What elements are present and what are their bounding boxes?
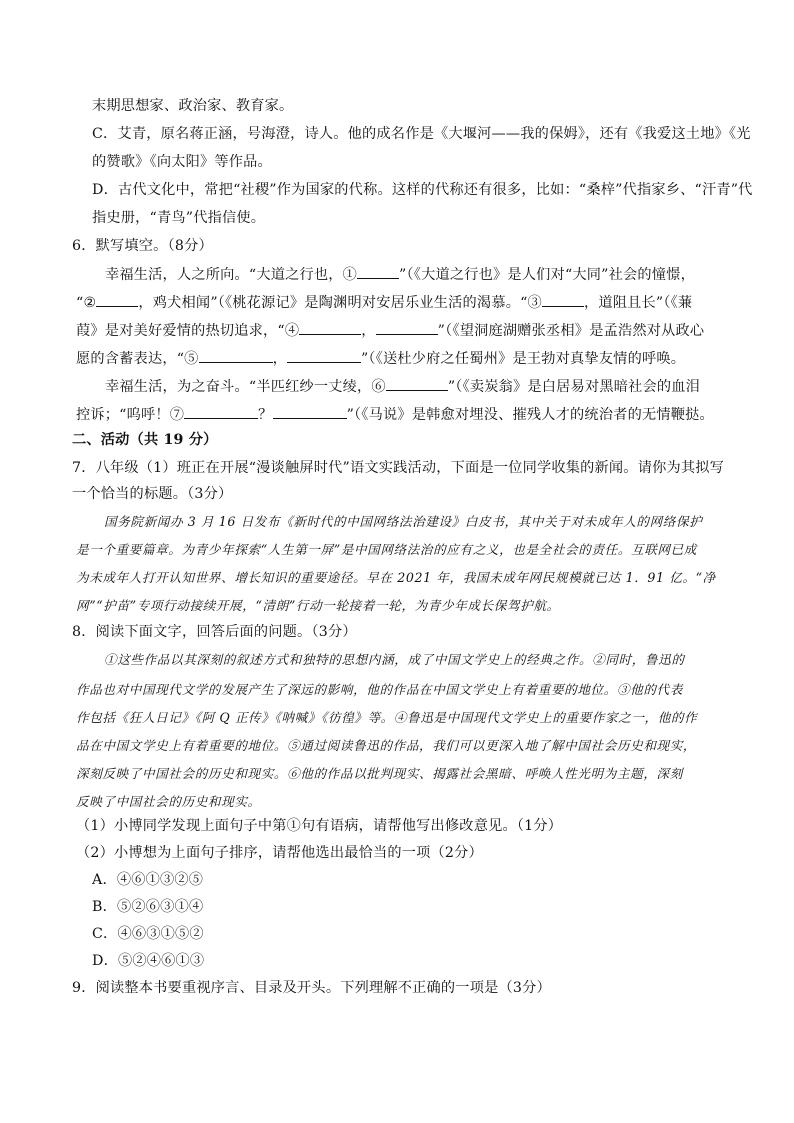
q8-option-b[interactable]: B．⑤②⑥③①④ [92,899,204,915]
q8-option-d[interactable]: D．⑤②④⑥①③ [92,953,205,969]
q6-text: ”（《大道之行也》是人们对“大同”社会的憧憬， [399,267,695,283]
q6-text: ， [361,323,376,339]
question-9-title: 9．阅读整本书要重视序言、目录及开头。下列理解不正确的一项是（3分） [72,980,551,996]
q6-text: ，道阻且长”（《蒹 [583,295,693,311]
fill-blank-7a[interactable] [184,404,258,419]
q6-text: ？ [258,407,273,423]
q6-paragraph-line [105,376,700,397]
question-7-line-2: 一个恰当的标题。（3分） [72,486,233,502]
q6-text: 愿的含蓄表达，“⑤ [76,351,199,367]
q6-paragraph-line [105,264,695,285]
q8-passage-line: ①这些作品以其深刻的叙述方式和独特的思想内涵，成了中国文学史上的经典之作。②同时，鲁迅的 [104,652,685,667]
option-d-line-1: D．古代文化中，常把“社稷”作为国家的代称。这样的代称还有很多，比如：“桑梓”代指家乡、“汗青”代 [92,182,753,198]
q6-text: ， [272,351,287,367]
news-text-line: 为未成年人打开认知世界、增长知识的重要途径。早在 2021 年，我国未成年网民规模就已达 1．91 亿。“净 [76,570,716,585]
news-text-line: 网”“护苗”专项行动接续开展，“清朗”行动一轮接着一轮，为青少年成长保驾护航。 [76,598,560,613]
news-text-line: 是一个重要篇章。为青少年探索“人生第一屏”是中国网络法治的应有之义，也是全社会的责任。互联网已成 [76,542,697,557]
q6-text: ”（《卖炭翁》是白居易对黑暗社会的血泪 [447,379,701,395]
q6-text: ”（《马说》是韩愈对埋没、摧残人才的统治者的无情鞭挞。 [346,407,714,423]
q6-text: 葭》是对美好爱情的热切追求，“④ [76,323,300,339]
q8-passage-line: 作包括《狂人日记》《阿 Q 正传》《呐喊》《彷徨》等。④鲁迅是中国现代文学史上的重要作家之一，他的作 [76,710,698,725]
section-2-heading: 二、活动（共 19 分） [72,432,218,448]
q8-subquestion-1: （1）小博同学发现上面句子中第①句有语病，请帮他写出修改意见。（1分） [76,818,563,834]
fill-blank-6[interactable] [386,376,448,391]
fill-blank-7b[interactable] [273,404,347,419]
fill-blank-3[interactable] [542,292,584,307]
fill-blank-4a[interactable] [299,320,361,335]
q8-passage-line: 深刻反映了中国社会的历史和现实。⑥他的作品以批判现实、揭露社会黑暗、呼唤人性光明为主题，深刻 [76,766,683,781]
option-d-line-2: 指史册，“青鸟”代指信使。 [92,210,266,226]
question-8-title: 8．阅读下面文字，回答后面的问题。（3分） [72,624,357,640]
fill-blank-2[interactable] [96,292,138,307]
q8-passage-line: 作品也对中国现代文学的发展产生了深远的影响，他的作品在中国文学史上有着重要的地位。③他的代表 [76,682,683,697]
q6-text: 控诉；“呜呼！⑦ [76,407,185,423]
question-7-line-1: 7．八年级（1）班正在开展“漫谈触屏时代”语文实践活动，下面是一位同学收集的新闻。请你为其拟写 [72,460,725,476]
news-text-line: 国务院新闻办 3 月 16 日发布《新时代的中国网络法治建设》白皮书，其中关于对未成年人的网络保护 [104,514,703,529]
question-6-title: 6．默写填空。（8分） [72,238,213,254]
q8-option-c[interactable]: C．④⑥③①⑤② [92,926,204,942]
q6-text: ”（《望洞庭湖赠张丞相》是孟浩然对从政心 [437,323,705,339]
fill-blank-1[interactable] [357,264,399,279]
fill-blank-5a[interactable] [199,348,273,363]
q6-text: 幸福生活，人之所向。“大道之行也，① [105,267,358,283]
q6-paragraph-line [76,348,685,369]
option-b-continuation: 末期思想家、政治家、教育家。 [92,98,294,114]
q6-paragraph-line [76,292,692,313]
fill-blank-4b[interactable] [376,320,438,335]
q8-option-a[interactable]: A．④⑥①③②⑤ [92,872,204,888]
option-c-line-2: 的赞歌》《向太阳》等作品。 [92,154,272,170]
q6-paragraph-line [76,320,704,341]
q8-passage-line: 品在中国文学史上有着重要的地位。⑤通过阅读鲁迅的作品，我们可以更深入地了解中国社会历史和现实， [76,738,697,753]
q6-text: “② [76,295,97,311]
q6-text: ，鸡犬相闻”（《桃花源记》是陶渊明对安居乐业生活的渴慕。“③ [138,295,542,311]
q6-paragraph-line [76,404,714,425]
q6-text: ”（《送杜少府之任蜀州》是王勃对真挚友情的呼唤。 [360,351,686,367]
q8-passage-line: 反映了中国社会的历史和现实。 [76,794,261,809]
q8-subquestion-2: （2）小博想为上面句子排序，请帮他选出最恰当的一项（2分） [76,845,483,861]
option-c-line-1: C．艾青，原名蒋正涵，号海澄，诗人。他的成名作是《大堰河——我的保姆》，还有《我爱这土地》《光 [92,126,751,142]
q6-text: 幸福生活，为之奋斗。“半匹红纱一丈绫，⑥ [105,379,386,395]
fill-blank-5b[interactable] [287,348,361,363]
